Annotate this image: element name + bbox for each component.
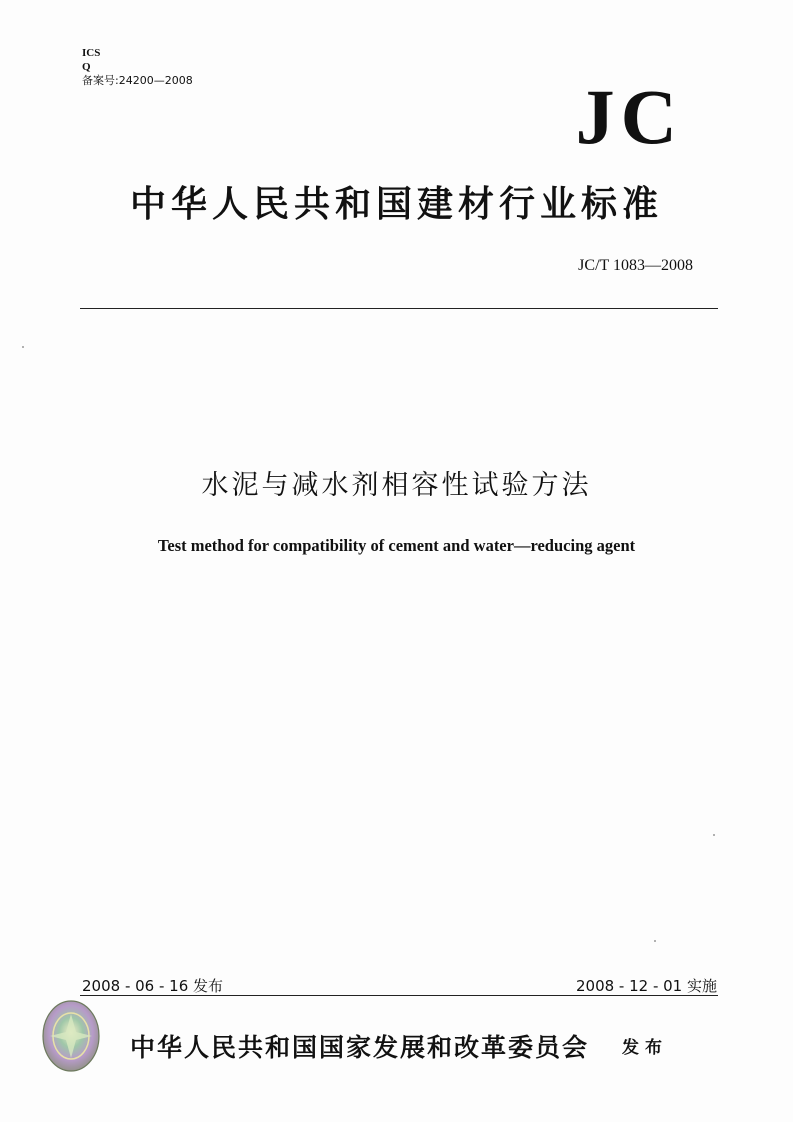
issue-date: 2008 - 06 - 16 发布 bbox=[82, 977, 224, 995]
effective-date: 2008 - 12 - 01 实施 bbox=[575, 977, 717, 995]
document-title-en: Test method for compatibility of cement and water—reducing agent bbox=[157, 536, 636, 555]
issuer-suffix: 发布 bbox=[622, 1038, 668, 1058]
scan-speck bbox=[713, 834, 715, 836]
issuer-name: 中华人民共和国国家发展和改革委员会 bbox=[130, 1033, 590, 1062]
document-title-cn: 水泥与减水剂相容性试验方法 bbox=[201, 470, 592, 501]
ics-code: ICS bbox=[82, 47, 101, 59]
standard-number: JC/T 1083—2008 bbox=[578, 257, 693, 274]
bottom-divider bbox=[80, 995, 718, 996]
hologram-seal-icon bbox=[40, 998, 102, 1074]
top-divider bbox=[80, 308, 718, 309]
registration-number: 备案号:24200—2008 bbox=[82, 74, 193, 87]
jc-logo: JC bbox=[575, 73, 683, 160]
scan-speck bbox=[654, 940, 656, 942]
classification-code: Q bbox=[82, 61, 91, 73]
header-meta bbox=[82, 46, 193, 88]
scan-speck bbox=[22, 346, 24, 348]
standard-title: 中华人民共和国建材行业标准 bbox=[129, 184, 663, 225]
